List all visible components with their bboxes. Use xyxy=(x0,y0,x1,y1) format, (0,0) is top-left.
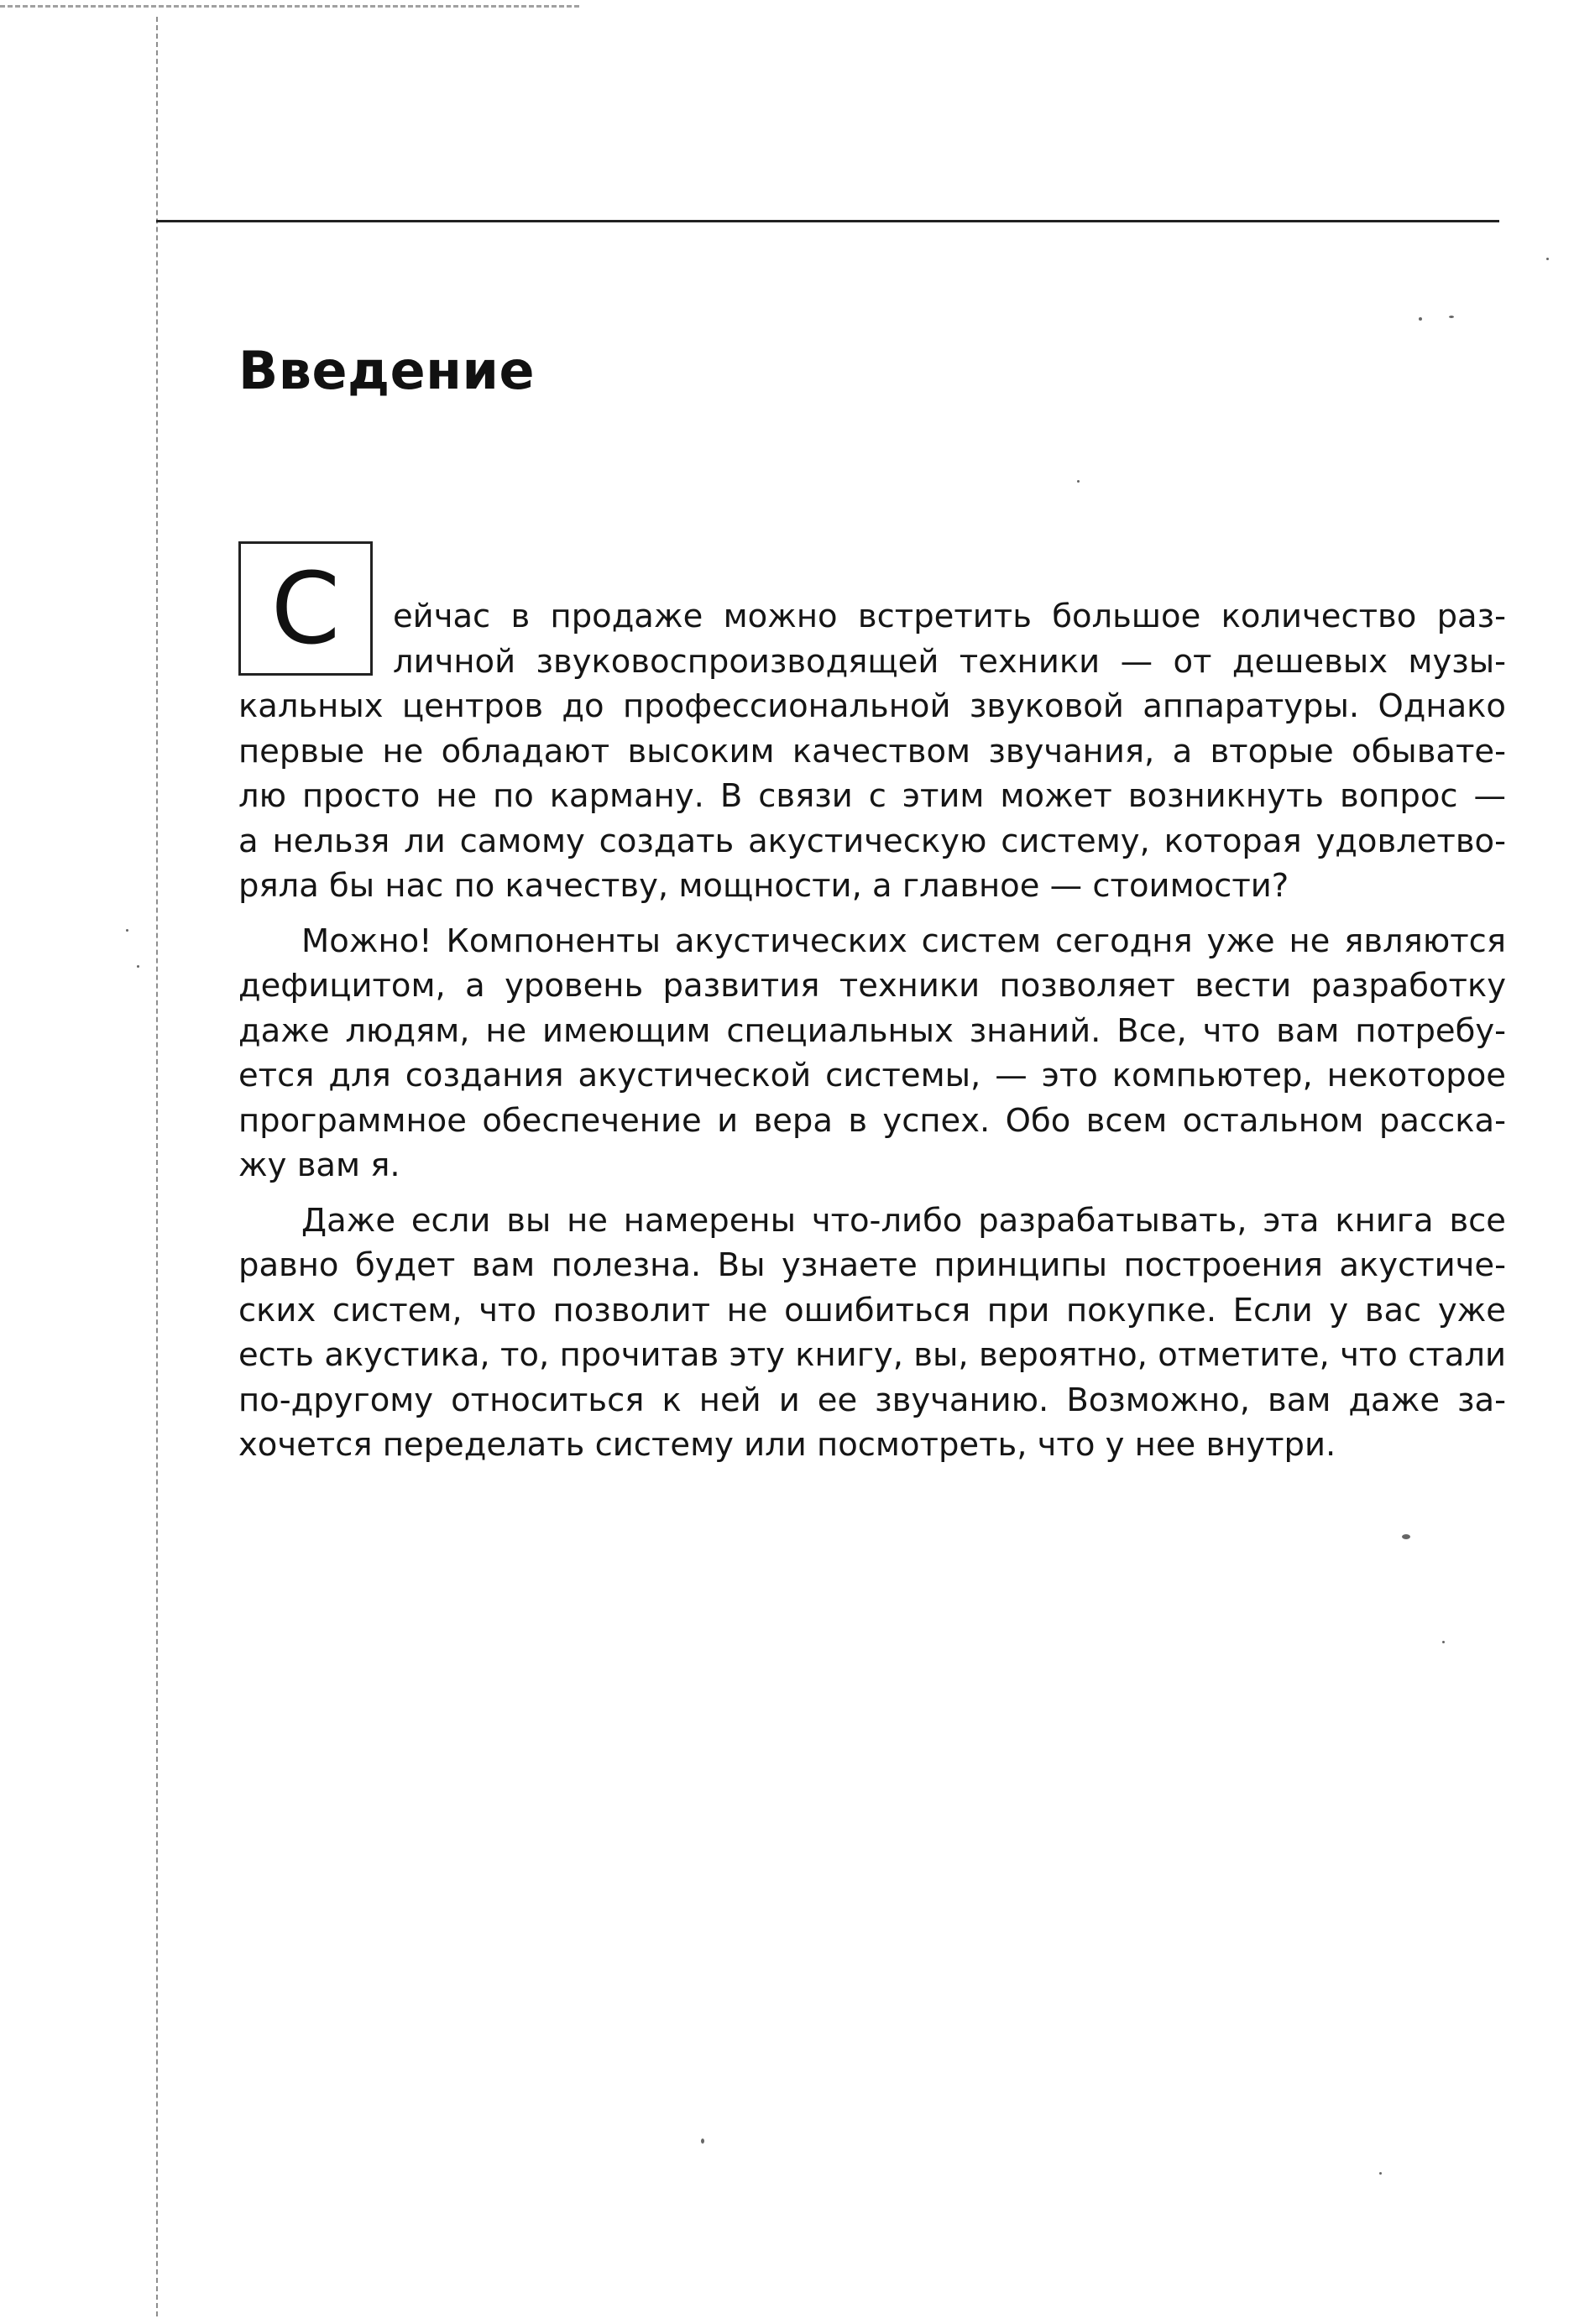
text-line: кальных центров до профессиональной звуковой аппаратуры. Однако xyxy=(238,687,1506,725)
text-line: ется для создания акустической системы, — это компьютер, некоторое xyxy=(238,1057,1506,1094)
body-text xyxy=(238,594,1506,1468)
text-line: ейчас в продаже можно встретить большое количество раз- xyxy=(393,598,1506,635)
scan-speck xyxy=(1546,258,1549,260)
text-line: жу вам я. xyxy=(238,1146,400,1184)
scan-top-edge xyxy=(0,5,579,8)
scan-speck xyxy=(1442,1641,1445,1643)
text-line: есть акустика, то, прочитав эту книгу, вы, вероятно, отметите, что стали xyxy=(238,1336,1506,1374)
text-line: Даже если вы не намерены что-либо разрабатывать, эта книга все xyxy=(301,1201,1506,1240)
drop-cap: С xyxy=(238,541,373,676)
scan-speck xyxy=(1419,317,1422,321)
text-line: равно будет вам полезна. Вы узнаете принципы построения акустиче- xyxy=(238,1246,1506,1284)
text-line: ских систем, что позволит не ошибиться при покупке. Если у вас уже xyxy=(238,1291,1506,1329)
paragraph xyxy=(238,919,1506,1188)
scan-speck xyxy=(1449,316,1454,318)
text-line: личной звуковоспроизводящей техники — от дешевых музы- xyxy=(393,642,1506,681)
chapter-title: Введение xyxy=(238,340,535,401)
scan-speck xyxy=(1379,2172,1382,2175)
text-line: первые не обладают высоким качеством звучания, а вторые обывате- xyxy=(238,732,1506,770)
text-line: даже людям, не имеющим специальных знаний. Все, что вам потребу- xyxy=(238,1011,1506,1050)
text-line: Можно! Компоненты акустических систем сегодня уже не являются xyxy=(301,922,1506,960)
scan-left-edge xyxy=(156,17,158,2316)
text-line: хочется переделать систему или посмотреть, что у нее внутри. xyxy=(238,1426,1336,1464)
scan-speck xyxy=(126,929,128,932)
text-line: ряла бы нас по качеству, мощности, а главное — стоимости? xyxy=(238,867,1289,905)
text-line: по-другому относиться к ней и ее звучанию. Возможно, вам даже за- xyxy=(238,1381,1506,1419)
scan-speck xyxy=(1077,480,1080,483)
paragraph xyxy=(238,594,1506,909)
text-line: программное обеспечение и вера в успех. Обо всем остальном расска- xyxy=(238,1101,1506,1140)
scan-speck xyxy=(701,2139,704,2144)
text-line: лю просто не по карману. В связи с этим может возникнуть вопрос — xyxy=(238,777,1506,815)
text-line: дефицитом, а уровень развития техники позволяет вести разработку xyxy=(238,967,1506,1005)
header-rule xyxy=(156,220,1499,222)
text-line: а нельзя ли самому создать акустическую систему, которая удовлетво- xyxy=(238,822,1506,860)
paragraph xyxy=(238,1199,1506,1468)
scan-speck xyxy=(137,965,139,968)
scan-speck xyxy=(1402,1534,1410,1539)
